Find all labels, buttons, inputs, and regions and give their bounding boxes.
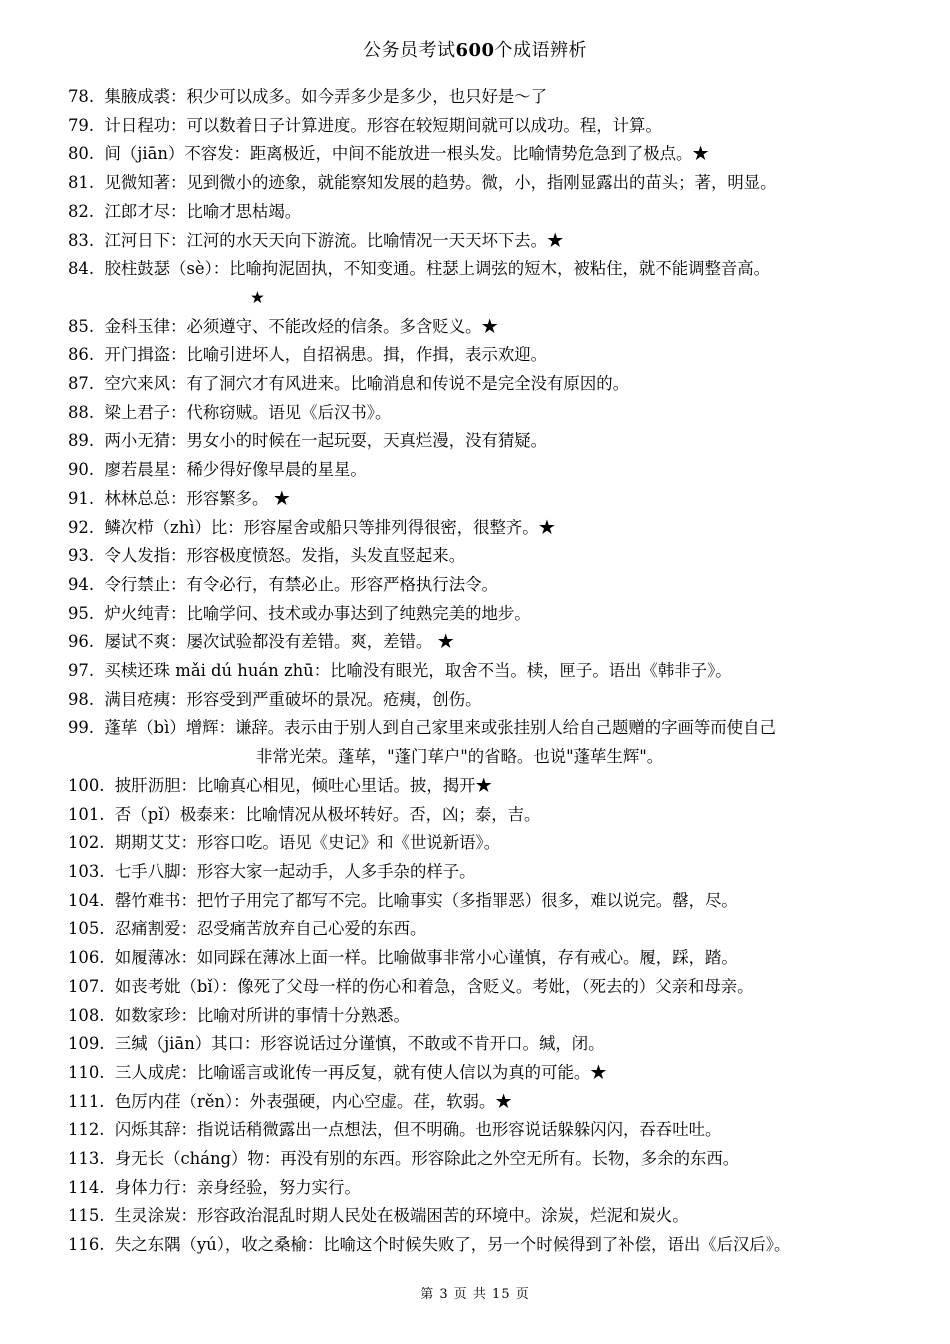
entry-text: 买椟还珠 mǎi dú huán zhū：比喻没有眼光，取舍不当。椟，匣子。语出《韩非子》。 (104, 661, 732, 681)
entry-text: 令行禁止：有令必行，有禁必止。形容严格执行法令。 (104, 574, 498, 594)
entry-number: 99. (68, 718, 95, 738)
entry-number: 100. (68, 775, 105, 795)
entry-text: 空穴来风：有了洞穴才有风进来。比喻消息和传说不是完全没有原因的。 (104, 374, 629, 394)
entry-number: 96. (68, 632, 95, 652)
entry-number: 115. (68, 1206, 105, 1226)
entry-text: 蓬荜（bì）增辉：谦辞。表示由于别人到自己家里来或张挂别人给自己题赠的字画等而使自己 (104, 718, 776, 738)
entry-number: 91. (68, 488, 95, 508)
entry-number: 88. (68, 402, 95, 422)
entry-text: 计日程功：可以数着日子计算进度。形容在较短期间就可以成功。程，计算。 (104, 115, 662, 135)
entry-text: 两小无猜：男女小的时候在一起玩耍，天真烂漫，没有猜疑。 (104, 431, 548, 451)
list-item (68, 370, 898, 399)
entry-number: 82. (68, 201, 95, 221)
list-item (68, 255, 898, 312)
list-item (68, 169, 898, 198)
list-item (68, 1030, 898, 1059)
list-item (68, 1174, 898, 1203)
entry-text: 江河日下：江河的水天天向下游流。比喻情况一天天坏下去。★ (104, 230, 564, 250)
list-item (68, 1002, 898, 1031)
list-item (68, 1088, 898, 1117)
entry-number: 90. (68, 460, 95, 480)
list-item (68, 427, 898, 456)
idiom-list (68, 83, 898, 1260)
entry-number: 105. (68, 919, 105, 939)
entry-number: 116. (68, 1235, 105, 1255)
list-item (68, 198, 898, 227)
entry-continuation: ★ (250, 287, 265, 307)
entry-number: 84. (68, 259, 95, 279)
entry-text: 否（pǐ）极泰来：比喻情况从极坏转好。否，凶；泰，吉。 (114, 804, 541, 824)
list-item (68, 628, 898, 657)
list-item (68, 944, 898, 973)
entry-text: 廖若晨星：稀少得好像早晨的星星。 (104, 460, 367, 480)
list-item (68, 399, 898, 428)
entry-number: 86. (68, 345, 95, 365)
list-item (68, 801, 898, 830)
entry-text: 三缄（jiān）其口：形容说话过分谨慎，不敢或不肯开口。缄，闭。 (114, 1034, 605, 1054)
list-item (68, 858, 898, 887)
entry-number: 79. (68, 115, 95, 135)
entry-continuation: 非常光荣。蓬荜，"蓬门荜户"的省略。也说"蓬荜生辉"。 (256, 747, 664, 767)
entry-number: 110. (68, 1062, 105, 1082)
entry-number: 102. (68, 833, 105, 853)
entry-text: 满目疮痍：形容受到严重破坏的景况。疮痍，创伤。 (104, 689, 482, 709)
entry-text: 罄竹难书：把竹子用完了都写不完。比喻事实（多指罪恶）很多，难以说完。罄，尽。 (114, 890, 738, 910)
entry-number: 107. (68, 976, 105, 996)
entry-text: 如数家珍：比喻对所讲的事情十分熟悉。 (114, 1005, 410, 1025)
list-item (68, 600, 898, 629)
page-title (0, 36, 950, 62)
list-item (68, 456, 898, 485)
list-item (68, 829, 898, 858)
entry-text: 开门揖盗：比喻引进坏人，自招祸患。揖，作揖，表示欢迎。 (104, 345, 548, 365)
list-item (68, 1145, 898, 1174)
entry-number: 93. (68, 546, 95, 566)
entry-text: 失之东隅（yú），收之桑榆：比喻这个时候失败了，另一个时候得到了补偿，语出《后汉后》。 (114, 1235, 791, 1255)
entry-number: 85. (68, 316, 95, 336)
entry-text: 集腋成裘：积少可以成多。如今弄多少是多少，也只好是～了 (104, 87, 548, 106)
page-title-part-b: 个成语辨析 (494, 40, 588, 61)
list-item (68, 973, 898, 1002)
list-item (68, 140, 898, 169)
list-item (68, 83, 898, 112)
entry-number: 87. (68, 374, 95, 394)
entry-number: 112. (68, 1120, 105, 1140)
entry-number: 97. (68, 661, 95, 681)
entry-text: 闪烁其辞：指说话稍微露出一点想法，但不明确。也形容说话躲躲闪闪，吞吞吐吐。 (114, 1120, 722, 1140)
entry-number: 81. (68, 173, 95, 193)
entry-number: 109. (68, 1034, 105, 1054)
list-item (68, 887, 898, 916)
entry-text: 金科玉律：必须遵守、不能改烃的信条。多含贬义。★ (104, 316, 498, 336)
entry-number: 101. (68, 804, 105, 824)
entry-number: 95. (68, 603, 95, 623)
entry-text: 身无长（cháng）物：再没有别的东西。形容除此之外空无所有。长物，多余的东西。 (114, 1149, 740, 1169)
list-item (68, 657, 898, 686)
entry-text: 江郎才尽：比喻才思枯竭。 (104, 201, 302, 221)
entry-number: 78. (68, 87, 95, 106)
entry-number: 106. (68, 948, 105, 968)
entry-text: 屡试不爽：屡次试验都没有差错。爽，差错。 ★ (104, 632, 454, 652)
list-item (68, 571, 898, 600)
list-item (68, 1231, 898, 1260)
list-item (68, 341, 898, 370)
list-item (68, 1059, 898, 1088)
list-item (68, 112, 898, 141)
entry-number: 108. (68, 1005, 105, 1025)
entry-number: 98. (68, 689, 95, 709)
entry-text: 期期艾艾：形容口吃。语见《史记》和《世说新语》。 (114, 833, 501, 853)
entry-text: 三人成虎：比喻谣言或讹传一再反复，就有使人信以为真的可能。★ (114, 1062, 607, 1082)
entry-number: 94. (68, 574, 95, 594)
entry-text: 七手八脚：形容大家一起动手，人多手杂的样子。 (114, 861, 476, 881)
list-item (68, 542, 898, 571)
entry-number: 104. (68, 890, 105, 910)
entry-number: 83. (68, 230, 95, 250)
entry-text: 见微知著：见到微小的迹象，就能察知发展的趋势。微，小，指刚显露出的苗头；著，明显。 (104, 173, 777, 193)
page-title-number: 600 (455, 40, 495, 61)
entry-number: 111. (68, 1091, 105, 1111)
entry-number: 114. (68, 1177, 105, 1197)
list-item (68, 313, 898, 342)
entry-text: 炉火纯青：比喻学问、技术或办事达到了纯熟完美的地步。 (104, 603, 531, 623)
list-item (68, 772, 898, 801)
list-item (68, 1202, 898, 1231)
entry-text: 令人发指：形容极度愤怒。发指，头发直竖起来。 (104, 546, 466, 566)
entry-text: 如履薄冰：如同踩在薄冰上面一样。比喻做事非常小心谨慎，存有戒心。履，踩，踏。 (114, 948, 738, 968)
entry-text: 身体力行：亲身经验，努力实行。 (114, 1177, 361, 1197)
entry-number: 103. (68, 861, 105, 881)
list-item (68, 714, 898, 771)
entry-number: 80. (68, 144, 95, 164)
entry-text: 色厉内荏（rěn）：外表强硬，内心空虚。荏，软弱。★ (114, 1091, 512, 1111)
entry-number: 92. (68, 517, 95, 537)
entry-text: 间（jiān）不容发：距离极近，中间不能放进一根头发。比喻情势危急到了极点。★ (104, 144, 709, 164)
entry-text: 忍痛割爱：忍受痛苦放弃自己心爱的东西。 (114, 919, 427, 939)
list-item (68, 1116, 898, 1145)
list-item (68, 686, 898, 715)
entry-text: 披肝沥胆：比喻真心相见，倾吐心里话。披，揭开★ (114, 775, 492, 795)
entry-text: 鳞次栉（zhì）比：形容屋舍或船只等排列得很密，很整齐。★ (104, 517, 556, 537)
entry-text: 林林总总：形容繁多。 ★ (104, 488, 291, 508)
entry-text: 生灵涂炭：形容政治混乱时期人民处在极端困苦的环境中。涂炭，烂泥和炭火。 (114, 1206, 689, 1226)
entry-text: 胶柱鼓瑟（sè）：比喻拘泥固执，不知变通。柱瑟上调弦的短木，被粘住，就不能调整音高。 (104, 259, 771, 279)
list-item (68, 227, 898, 256)
page-title-part-a: 公务员考试 (362, 40, 456, 61)
list-item (68, 915, 898, 944)
entry-text: 如丧考妣（bǐ）：像死了父母一样的伤心和着急，含贬义。考妣，（死去的）父亲和母亲。 (114, 976, 754, 996)
list-item (68, 485, 898, 514)
entry-number: 113. (68, 1149, 105, 1169)
entry-number: 89. (68, 431, 95, 451)
entry-text: 梁上君子：代称窃贼。语见《后汉书》。 (104, 402, 392, 422)
page-footer: 第 3 页 共 15 页 (420, 1287, 530, 1302)
list-item (68, 514, 898, 543)
